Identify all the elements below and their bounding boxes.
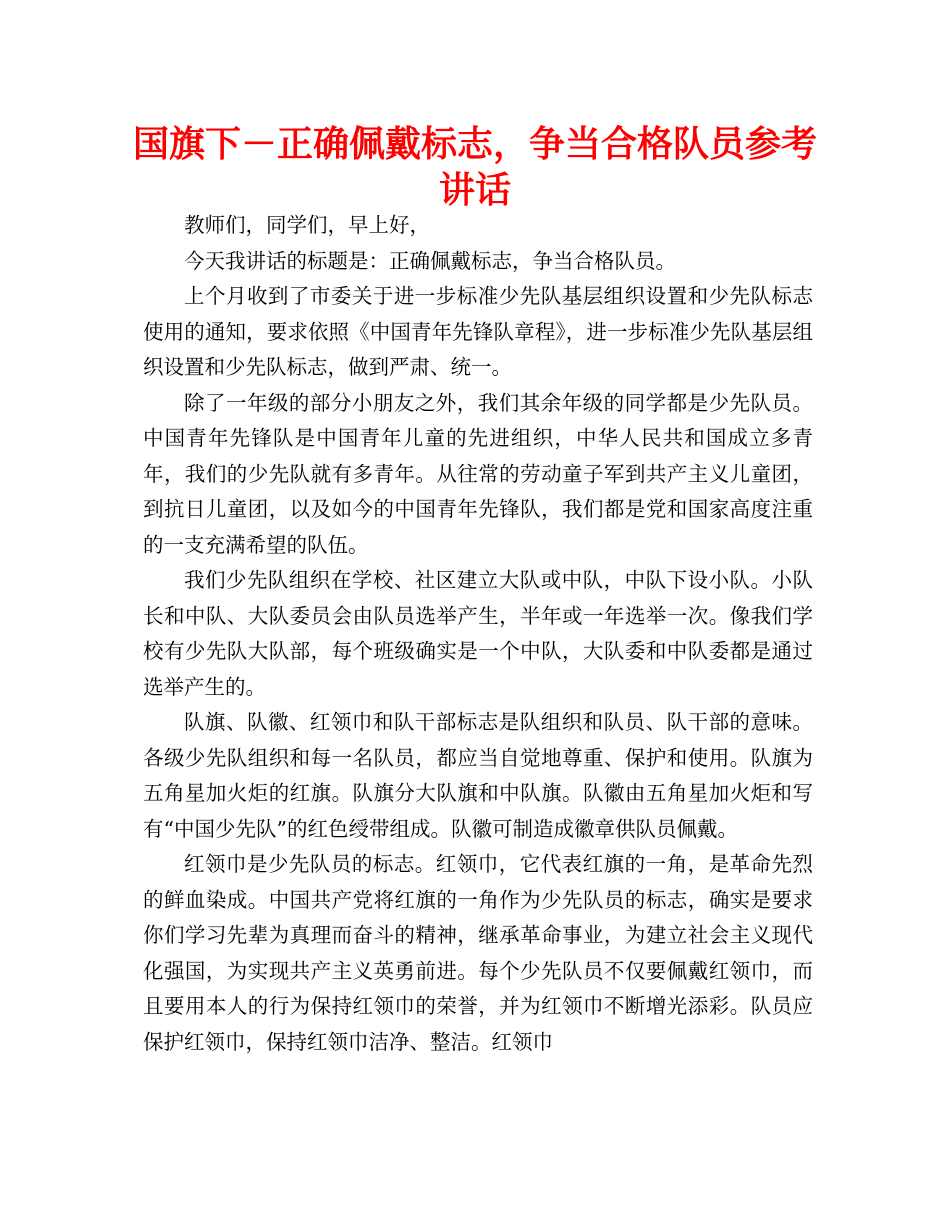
page-title: 国旗下－正确佩戴标志，争当合格队员参考讲话 bbox=[132, 124, 817, 211]
paragraph-organization: 我们少先队组织在学校、社区建立大队或中队，中队下设小队。小队长和中队、大队委员会由队员选举产生，半年或一年选举一次。像我们学校有少先队大队部，每个班级确实是一个中队，大队委和中队委都是通过选举产生的。 bbox=[143, 568, 813, 699]
paragraph-symbols: 队旗、队徽、红领巾和队干部标志是队组织和队员、队干部的意味。各级少先队组织和每一名队员，都应当自觉地尊重、保护和使用。队旗为五角星加火炬的红旗。队旗分大队旗和中队旗。队徽由五角星加火炬和写有“中国少先队”的红色绶带组成。队徽可制造成徽章供队员佩戴。 bbox=[143, 710, 813, 841]
paragraph-notice: 上个月收到了市委关于进一步标准少先队基层组织设置和少先队标志使用的通知，要求依照《中国青年先锋队章程》，进一步标准少先队基层组织设置和少先队标志，做到严肃、统一。 bbox=[143, 284, 813, 379]
paragraph-greeting: 教师们，同学们，早上好， bbox=[184, 213, 430, 237]
paragraph-topic: 今天我讲话的标题是：正确佩戴标志，争当合格队员。 bbox=[184, 248, 676, 273]
paragraph-red-scarf: 红领巾是少先队员的标志。红领巾，它代表红旗的一角，是革命先烈的鲜血染成。中国共产党将红旗的一角作为少先队员的标志，确实是要求你们学习先辈为真理而奋斗的精神，继承革命事业，为建立社会主义现代化强国，为实现共产主义英勇前进。每个少先队员不仅要佩戴红领巾，而且要用本人的行为保持红领巾的荣誉，并为红领巾不断增光添彩。队员应保护红领巾，保持红领巾洁净、整洁。红领巾 bbox=[143, 852, 813, 1054]
document-body bbox=[143, 208, 813, 1060]
paragraph-history: 除了一年级的部分小朋友之外，我们其余年级的同学都是少先队员。中国青年先锋队是中国青年儿童的先进组织，中华人民共和国成立多青年，我们的少先队就有多青年。从往常的劳动童子军到共产主义儿童团，到抗日儿童团，以及如今的中国青年先锋队，我们都是党和国家高度注重的一支充满希望的队伍。 bbox=[143, 390, 813, 557]
